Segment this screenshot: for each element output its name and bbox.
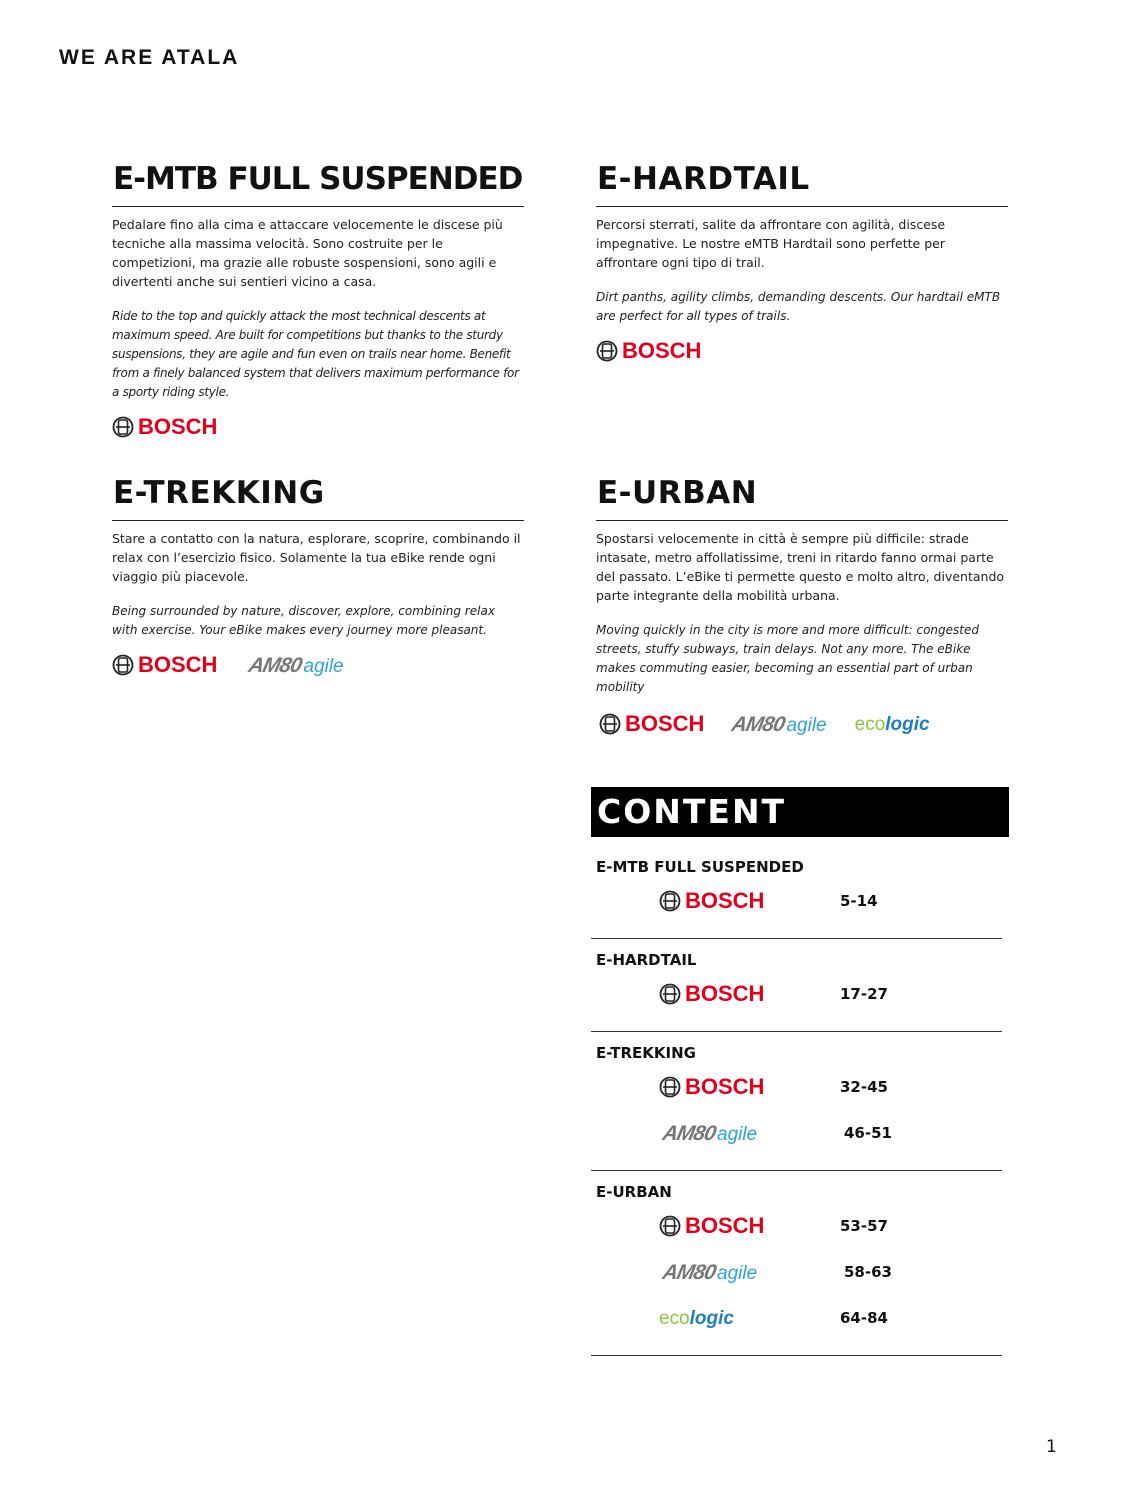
section-hardtail-logos xyxy=(596,340,1008,362)
toc-pages: 46-51 xyxy=(844,1124,892,1142)
section-emtb xyxy=(112,160,524,438)
eco-wordmark: eco xyxy=(854,713,886,735)
bosch-wordmark: BOSCH xyxy=(685,1074,765,1099)
section-trekking-text-en: Being surrounded by nature, discover, explore, combining relax with exercise. Your eBike makes every journey more pleasant. xyxy=(112,604,495,637)
am80-agile-logo xyxy=(660,1260,758,1284)
document-brand-title: WE ARE ATALA xyxy=(59,46,240,69)
bosch-wordmark: BOSCH xyxy=(138,652,218,677)
section-trekking-text-it: Stare a contatto con la natura, esplorare, scoprire, combinando il relax con l’esercizio fisico. Solamente la tua eBike rende ogni viaggio più piacevole. xyxy=(112,531,521,584)
section-hardtail xyxy=(596,160,1008,362)
section-urban xyxy=(596,474,1008,735)
am80-agile-logo xyxy=(660,1121,758,1145)
section-hardtail-text-en: Dirt panths, agility climbs, demanding descents. Our hardtail eMTB are perfect for all types of trails. xyxy=(596,290,1001,323)
agile-wordmark: agile xyxy=(717,1262,758,1284)
toc-pages: 53-57 xyxy=(840,1217,888,1235)
logic-wordmark: logic xyxy=(885,713,930,735)
bosch-armature-icon xyxy=(659,983,681,1005)
bosch-logo xyxy=(659,983,764,1005)
ecologic-logo xyxy=(855,715,930,734)
bosch-armature-icon xyxy=(112,654,134,676)
am80-wordmark: AM80 xyxy=(660,1121,718,1145)
section-trekking xyxy=(112,474,524,676)
section-trekking-title: E-TREKKING xyxy=(112,474,524,521)
section-emtb-title: E-MTB FULL SUSPENDED xyxy=(112,160,524,207)
toc-row xyxy=(591,1295,1002,1341)
section-urban-title: E-URBAN xyxy=(596,474,1008,521)
bosch-armature-icon xyxy=(659,1215,681,1237)
logic-wordmark: logic xyxy=(689,1307,734,1329)
toc-row xyxy=(591,971,1002,1017)
eco-wordmark: eco xyxy=(659,1307,690,1329)
toc-group xyxy=(591,848,1002,939)
bosch-logo xyxy=(596,340,701,362)
section-emtb-logos xyxy=(112,416,524,438)
am80-agile-logo xyxy=(732,714,826,735)
bosch-logo xyxy=(599,713,704,735)
bosch-wordmark: BOSCH xyxy=(685,981,765,1006)
content-heading-bar xyxy=(591,787,1009,837)
bosch-logo xyxy=(112,416,217,438)
content-heading: CONTENT xyxy=(597,792,787,831)
section-trekking-logos xyxy=(112,654,524,676)
toc-row xyxy=(591,878,1002,924)
bosch-armature-icon xyxy=(596,340,618,362)
agile-wordmark: agile xyxy=(786,714,827,736)
agile-wordmark: agile xyxy=(717,1123,758,1145)
bosch-wordmark: BOSCH xyxy=(622,338,702,363)
bosch-logo xyxy=(659,1076,764,1098)
toc-category: E-HARDTAIL xyxy=(596,951,697,969)
toc-row xyxy=(591,1064,1002,1110)
bosch-armature-icon xyxy=(659,890,681,912)
section-urban-text-en: Moving quickly in the city is more and more difficult: congested streets, stuffy subways, train delays. Not any more. The eBike makes commuting easier, becoming an essential part of urban mobility xyxy=(596,623,979,694)
bosch-logo xyxy=(659,1215,764,1237)
am80-wordmark: AM80 xyxy=(730,712,787,736)
bosch-armature-icon xyxy=(112,416,134,438)
bosch-armature-icon xyxy=(659,1076,681,1098)
toc-pages: 17-27 xyxy=(840,985,888,1003)
page-number: 1 xyxy=(1046,1437,1057,1457)
toc-row xyxy=(591,1203,1002,1249)
am80-agile-logo xyxy=(249,655,343,676)
bosch-logo xyxy=(112,654,217,676)
bosch-wordmark: BOSCH xyxy=(625,711,705,736)
bosch-wordmark: BOSCH xyxy=(685,888,765,913)
agile-wordmark: agile xyxy=(303,655,344,677)
toc-category: E-URBAN xyxy=(596,1183,672,1201)
table-of-contents xyxy=(591,848,1002,1356)
section-hardtail-title: E-HARDTAIL xyxy=(596,160,1008,207)
toc-category: E-TREKKING xyxy=(596,1044,696,1062)
toc-group xyxy=(591,939,1002,1032)
toc-group xyxy=(591,1032,1002,1171)
toc-group xyxy=(591,1171,1002,1356)
toc-row xyxy=(591,1110,1002,1156)
toc-pages: 58-63 xyxy=(844,1263,892,1281)
bosch-logo xyxy=(659,890,764,912)
ecologic-logo xyxy=(659,1309,734,1328)
bosch-wordmark: BOSCH xyxy=(685,1213,765,1238)
bosch-wordmark: BOSCH xyxy=(138,414,218,439)
toc-row xyxy=(591,1249,1002,1295)
section-urban-logos xyxy=(596,713,1008,735)
section-emtb-text-it: Pedalare fino alla cima e attaccare velocemente le discese più tecniche alla massima velocità. Sono costruite per le competizioni, ma grazie alle robuste sospensioni, sono agili e divertenti anche sui sentieri vicino a casa. xyxy=(112,217,503,289)
section-emtb-text-en: Ride to the top and quickly attack the most technical descents at maximum speed. Are built for competitions but thanks to the sturdy suspensions, they are agile and fun even on trails near home. Benefit from a finely balanced system that delivers maximum performance for a sporty riding style. xyxy=(112,309,519,399)
toc-pages: 64-84 xyxy=(840,1309,888,1327)
am80-wordmark: AM80 xyxy=(247,653,304,677)
section-urban-text-it: Spostarsi velocemente in città è sempre più difficile: strade intasate, metro affollatissime, treni in ritardo fanno ormai parte del passato. L’eBike ti permette questo e molto altro, diventando parte integrante della mobilità urbana. xyxy=(596,531,1005,603)
toc-pages: 32-45 xyxy=(840,1078,888,1096)
section-hardtail-text-it: Percorsi sterrati, salite da affrontare con agilità, discese impegnative. Le nostre eMTB Hardtail sono perfette per affrontare ogni tipo di trail. xyxy=(596,217,946,270)
toc-pages: 5-14 xyxy=(840,892,878,910)
am80-wordmark: AM80 xyxy=(660,1260,718,1284)
toc-category: E-MTB FULL SUSPENDED xyxy=(596,858,804,876)
bosch-armature-icon xyxy=(599,713,621,735)
